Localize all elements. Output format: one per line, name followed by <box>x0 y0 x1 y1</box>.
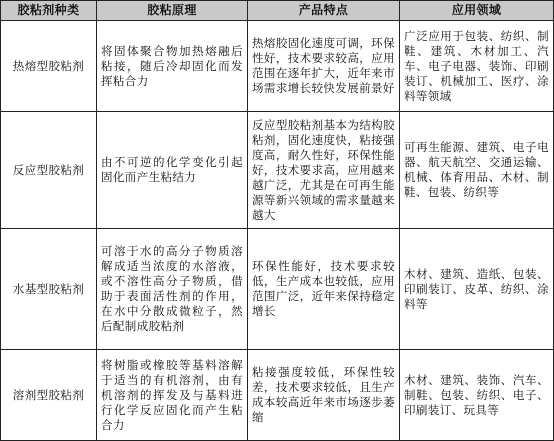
cell-application-fields: 广泛应用于包装、纺织、制鞋、建筑、木材加工、汽车、电子电器、装饰、印刷装订、机械加工、医疗、涂料等领域 <box>400 21 554 112</box>
table-row <box>1 350 554 441</box>
cell-adhesive-type: 反应型胶粘剂 <box>1 112 97 229</box>
cell-product-features: 反应型胶粘剂基本为结构胶粘剂，固化速度快，粘接强度高，耐久性好，环保性能好，技术要求高，应用越来越广泛，尤其是在可再生能源等新兴领域的需求量越来越大 <box>248 112 400 229</box>
cell-product-features: 热熔胶固化速度可调，环保性好，技术要求较高，应用范围在逐年扩大，近年来市场需求增长较快发展前景好 <box>248 21 400 112</box>
cell-adhesive-type: 热熔型胶粘剂 <box>1 21 97 112</box>
cell-bonding-principle: 将树脂或橡胶等基料溶解于适当的有机溶剂，由有机溶剂的挥发及与基料进行化学反应固化而产生粘合力 <box>97 350 248 441</box>
cell-adhesive-type: 溶剂型胶粘剂 <box>1 350 97 441</box>
cell-application-fields: 可再生能源、建筑、电子电器、航天航空、交通运输、机械、体育用品、木材、制鞋、包装、纺织等 <box>400 112 554 229</box>
cell-bonding-principle: 由不可逆的化学变化引起固化而产生粘结力 <box>97 112 248 229</box>
cell-bonding-principle: 可溶于水的高分子物质溶解成适当浓度的水溶液，或不溶性高分子物质，借助于表面活性剂的作用，在水中分散成微粒子，然后配制成胶粘剂 <box>97 229 248 350</box>
header-bonding-principle: 胶粘原理 <box>97 1 248 21</box>
table-row <box>1 21 554 112</box>
cell-application-fields: 木材、建筑、装饰、汽车、制鞋、包装、纺织、电子、印刷装订、玩具等 <box>400 350 554 441</box>
cell-product-features: 环保性能好，技术要求较低，生产成本也较低，应用范围广泛，近年来保持稳定增长 <box>248 229 400 350</box>
header-product-features: 产品特点 <box>248 1 400 21</box>
cell-bonding-principle: 将固体聚合物加热熔融后粘接，随后冷却固化而发挥粘合力 <box>97 21 248 112</box>
cell-application-fields: 木材、建筑、造纸、包装、印刷装订、皮革、纺织、涂料等 <box>400 229 554 350</box>
cell-adhesive-type: 水基型胶粘剂 <box>1 229 97 350</box>
header-row <box>1 1 554 21</box>
table-row <box>1 229 554 350</box>
table-body <box>1 21 554 441</box>
table-header <box>1 1 554 21</box>
table-row <box>1 112 554 229</box>
header-application-fields: 应用领域 <box>400 1 554 21</box>
cell-product-features: 粘接强度较低，环保性较差，技术要求较低，且生产成本较高近年来市场逐步萎缩 <box>248 350 400 441</box>
header-adhesive-type: 胶粘剂种类 <box>1 1 97 21</box>
